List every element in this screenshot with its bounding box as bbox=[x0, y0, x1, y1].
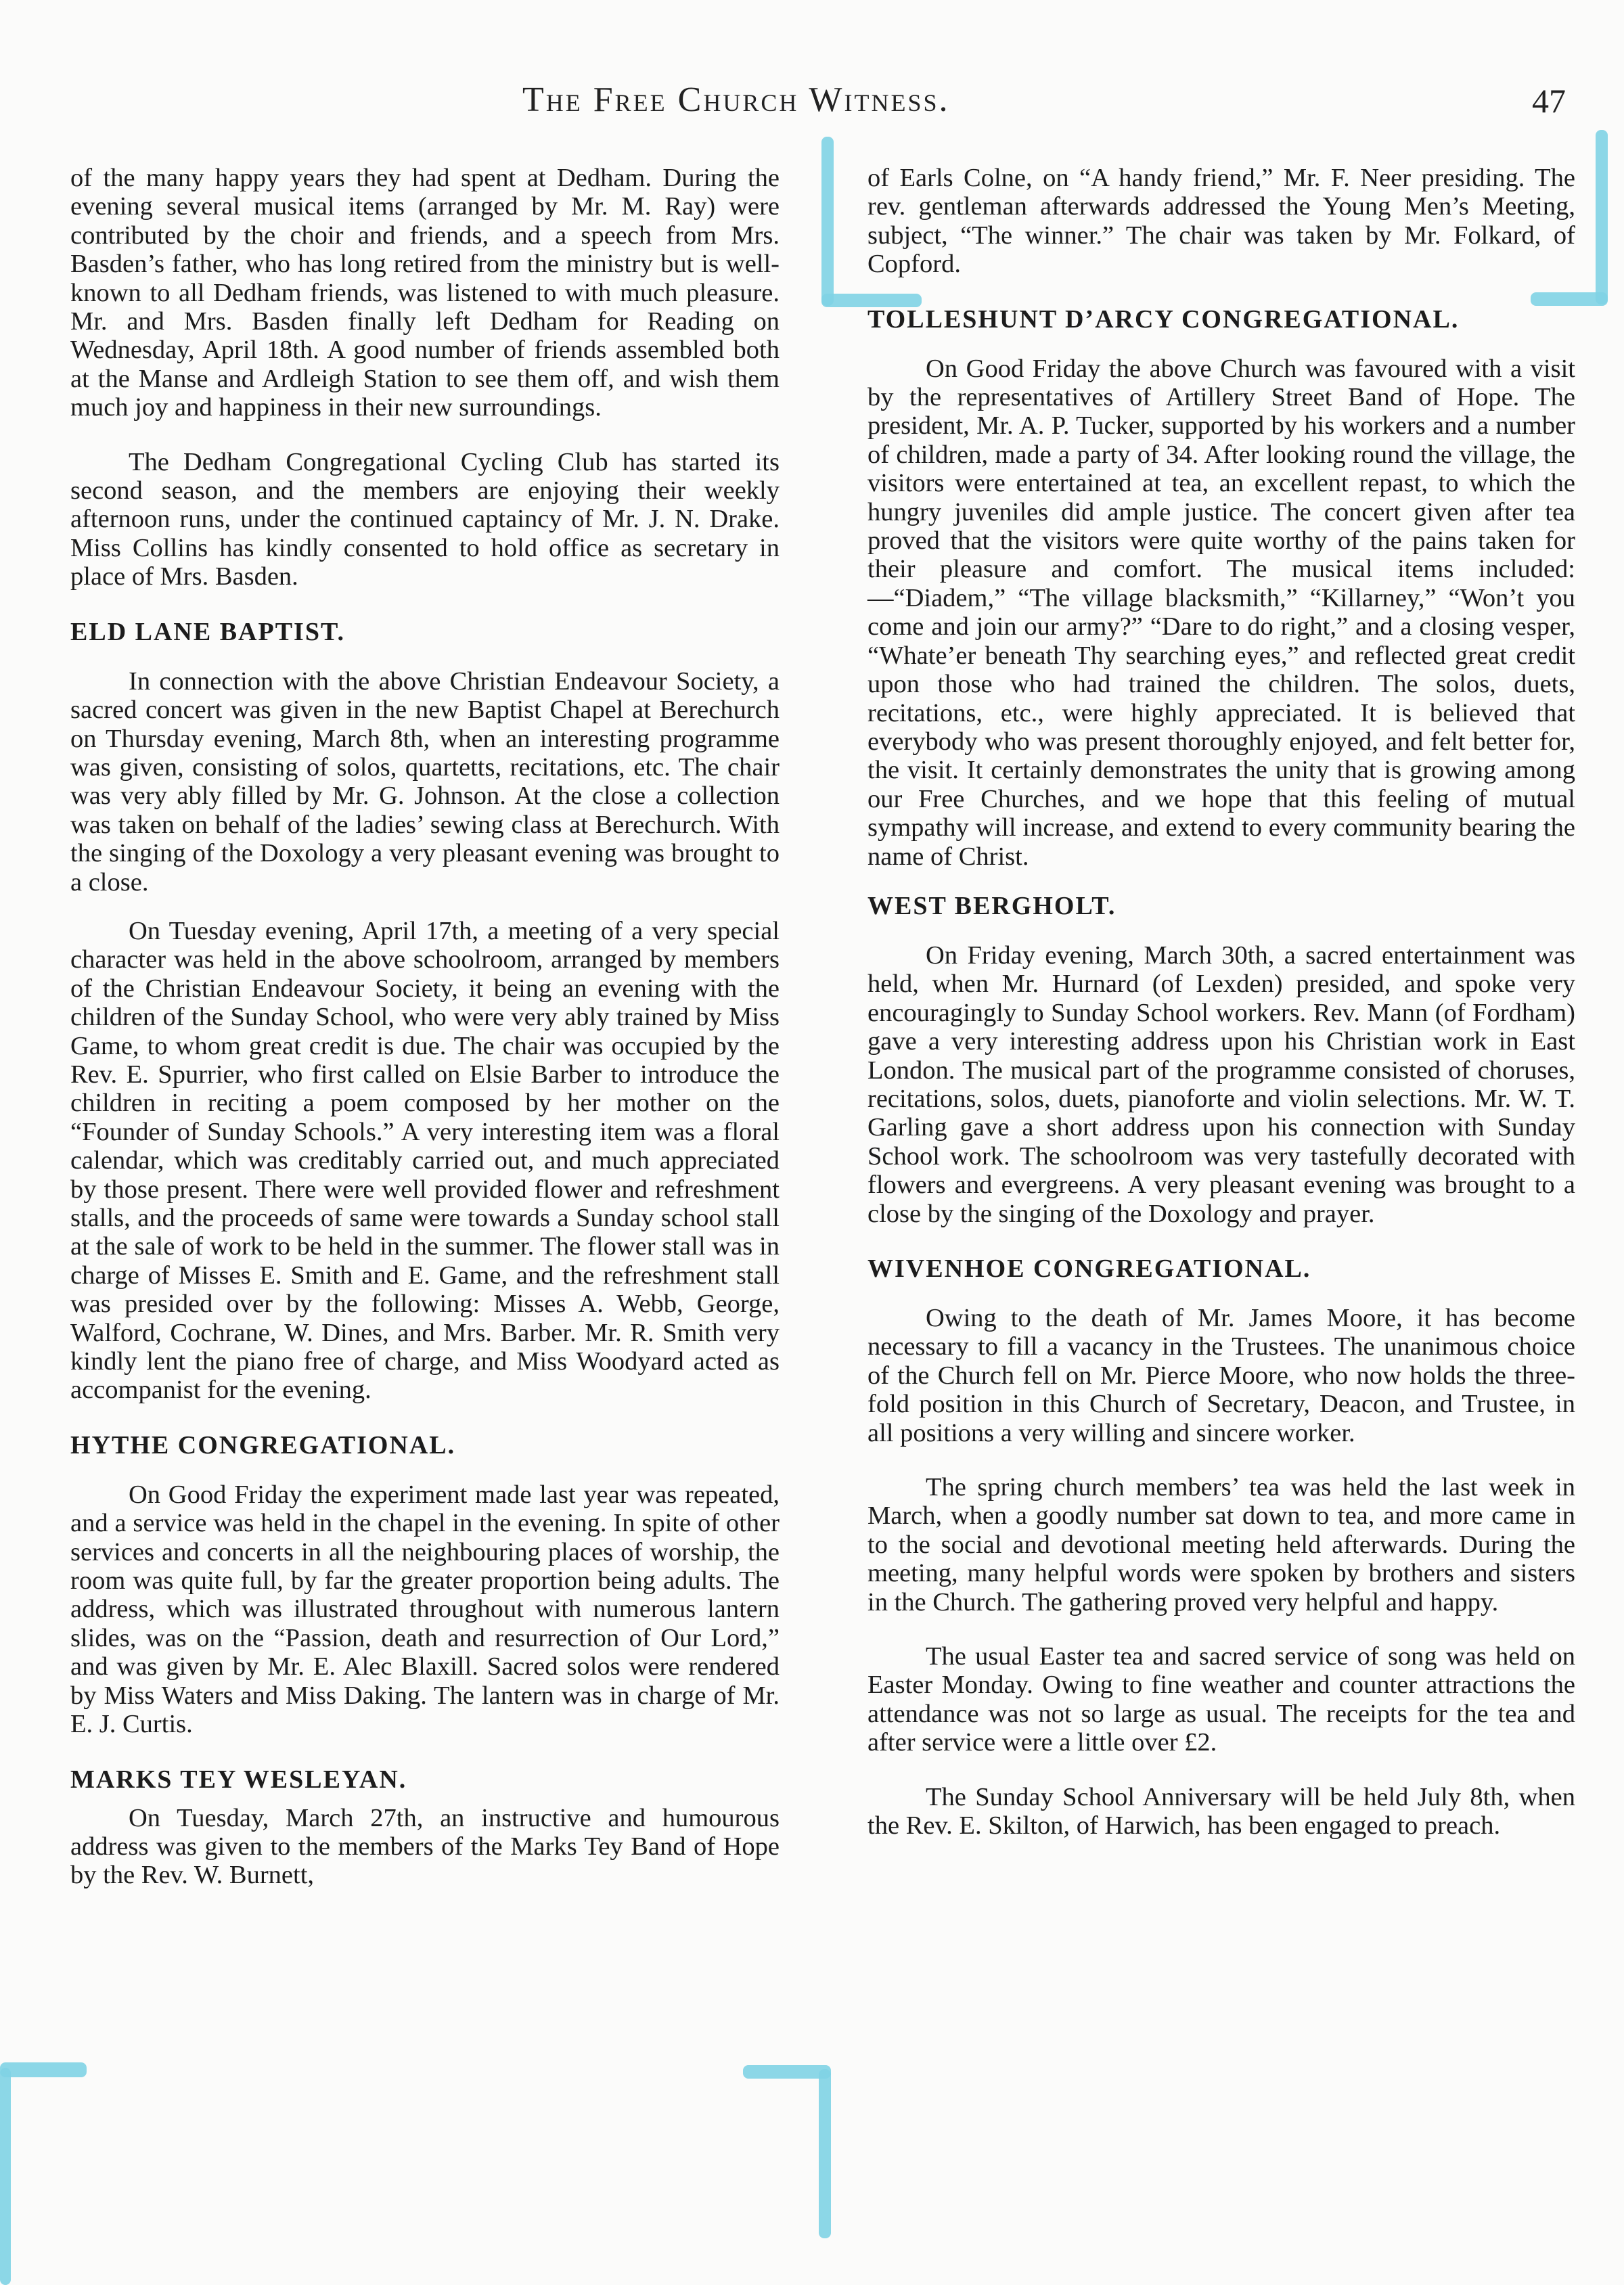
section-heading-hythe-congregational: HYTHE CONGREGATIONAL. bbox=[70, 1430, 456, 1460]
highlight-bracket-top-left-vertical bbox=[821, 137, 834, 306]
section-heading-west-bergholt: WEST BERGHOLT. bbox=[867, 891, 1116, 920]
paragraph-hythe: On Good Friday the experiment made last year was repeated, and a service was held in the chapel in the evening. In spite of other services and concerts in all the neighbouring places of worship, the room was quite full, by far the greater proportion being adults. The address, which was illustrated throughout with numerous lantern slides, was on the “Passion, death and resurrection of Our Lord,” and was given by Mr. E. Alec Blaxill. Sacred solos were rendered by Miss Waters and Miss Daking. The lantern was in charge of Mr. E. J. Curtis. bbox=[70, 1480, 780, 1739]
page-number: 47 bbox=[1532, 82, 1566, 120]
section-heading-eld-lane-baptist: ELD LANE BAPTIST. bbox=[70, 617, 346, 646]
highlight-bracket-bottom-left-horizontal bbox=[0, 2062, 87, 2077]
highlight-bracket-bottom-right-horizontal bbox=[743, 2065, 831, 2079]
paragraph-wivenhoe-anniversary: The Sunday School Anniversary will be held July 8th, when the Rev. E. Skilton, of Harwich, has been engaged to preach. bbox=[867, 1782, 1575, 1840]
paragraph-wivenhoe-easter-tea: The usual Easter tea and sacred service of song was held on Easter Monday. Owing to fine weather and counter attractions the attendance was not so large as usual. The receipts for the tea and after service were a little over £2. bbox=[867, 1642, 1575, 1757]
paragraph-tolleshunt: On Good Friday the above Church was favoured with a visit by the representatives of Artillery Street Band of Hope. The president, Mr. A. P. Tucker, supported by his workers and a number of children, made a party of 34. After looking round the village, the visitors were entertained at tea, an excellent repast, to which the hungry juveniles did ample justice. The concert given after tea proved that the visitors were quite worthy of the pains taken for their pleasure and comfort. The musical items included:—“Diadem,” “The village blacksmith,” “Killarney,” “Won’t you come and join our army?” “Dare to do right,” and a closing vesper, “Whate’er beneath Thy searching eyes,” and reflected great credit upon those who had trained the children. The solos, duets, recitations, etc., were highly appreciated. It is believed that everybody who was present thoroughly enjoyed, and felt better for, the visit. It certainly demonstrates the unity that is growing among our Free Churches, and we hope that this feeling of mutual sympathy will increase, and extend to every community bearing the name of Christ. bbox=[867, 354, 1575, 871]
running-title: The Free Church Witness. bbox=[522, 81, 950, 119]
paragraph-wivenhoe-spring-tea: The spring church members’ tea was held the last week in March, when a goodly number sat down to tea, and more came in to the social and devotional meeting held afterwards. During the meeting, many helpful words were spoken by brothers and sisters in the Church. The gathering proved very helpful and happy. bbox=[867, 1473, 1575, 1616]
paragraph-marks-tey-continued: of Earls Colne, on “A handy friend,” Mr. F. Neer presiding. The rev. gentleman afterwards addressed the Young Men’s Meeting, subject, “The winner.” The chair was taken by Mr. Folkard, of Copford. bbox=[867, 164, 1575, 279]
left-column bbox=[70, 164, 780, 1890]
page-header bbox=[0, 80, 1624, 127]
paragraph-cycling-club: The Dedham Congregational Cycling Club has started its second season, and the members are enjoying their weekly afternoon runs, under the continued captaincy of Mr. J. N. Drake. Miss Collins has kindly consented to hold office as secretary in place of Mrs. Basden. bbox=[70, 447, 780, 591]
paragraph-wivenhoe-trustees: Owing to the death of Mr. James Moore, it has become necessary to fill a vacancy in the Trustees. The unanimous choice of the Church fell on Mr. Pierce Moore, who now holds the three-fold position in this Church of Secretary, Deacon, and Trustee, in all positions a very willing and sincere worker. bbox=[867, 1304, 1575, 1447]
paragraph-eld-lane-sunday-school: On Tuesday evening, April 17th, a meeting of a very special character was held in the above schoolroom, arranged by members of the Christian Endeavour Society, it being an evening with the children of the Sunday School, who were very ably trained by Miss Game, to whom great credit is due. The chair was occupied by the Rev. E. Spurrier, who first called on Elsie Barber to introduce the children in reciting a poem composed by her mother on the “Founder of Sunday Schools.” A very interesting item was a floral calendar, which was creditably carried out, and much appreciated by those present. There were well provided flower and refreshment stalls, and the proceeds of same were towards a Sunday school stall at the sale of work to be held in the summer. The flower stall was in charge of Misses E. Smith and E. Game, and the refreshment stall was presided over by the following: Misses A. Webb, George, Walford, Cochrane, W. Dines, and Mrs. Barber. Mr. R. Smith very kindly lent the piano free of charge, and Miss Woodyard acted as accompanist for the evening. bbox=[70, 916, 780, 1405]
paragraph-eld-lane-concert: In connection with the above Christian Endeavour Society, a sacred concert was given in the new Baptist Chapel at Berechurch on Thursday evening, March 8th, when an interesting programme was given, consisting of solos, quartetts, recitations, etc. The chair was very ably filled by Mr. G. Johnson. At the close a collection was taken on behalf of the ladies’ sewing class at Berechurch. With the singing of the Doxology a very pleasant evening was brought to a close. bbox=[70, 666, 780, 897]
paragraph-dedham-continued: of the many happy years they had spent at Dedham. During the evening several musical items (arranged by Mr. M. Ray) were contributed by the choir and friends, and a speech from Mrs. Basden’s father, who has long retired from the ministry but is well-known to all Dedham friends, was listened to with much pleasure. Mr. and Mrs. Basden finally left Dedham for Reading on Wednesday, April 18th. A good number of friends assembled both at the Manse and Ardleigh Station to see them off, and wish them much joy and happiness in their new surroundings. bbox=[70, 164, 780, 422]
highlight-bracket-bottom-left-vertical bbox=[0, 2068, 11, 2285]
section-heading-wivenhoe-congregational: WIVENHOE CONGREGATIONAL. bbox=[867, 1254, 1311, 1283]
highlight-bracket-bottom-right-vertical bbox=[819, 2069, 831, 2238]
section-heading-tolleshunt-darcy: TOLLESHUNT D’ARCY CONGREGATIONAL. bbox=[867, 304, 1460, 334]
section-heading-marks-tey-wesleyan: MARKS TEY WESLEYAN. bbox=[70, 1765, 407, 1794]
highlight-bracket-top-right-vertical bbox=[1596, 130, 1608, 304]
right-column bbox=[867, 164, 1575, 1840]
paragraph-marks-tey: On Tuesday, March 27th, an instructive and humourous address was given to the members of the Marks Tey Band of Hope by the Rev. W. Burnett, bbox=[70, 1803, 780, 1890]
paragraph-west-bergholt: On Friday evening, March 30th, a sacred entertainment was held, when Mr. Hurnard (of Lexden) presided, and spoke very encouragingly to Sunday School workers. Rev. Mann (of Fordham) gave a very interesting address upon his Christian work in East London. The musical part of the programme consisted of choruses, recitations, solos, duets, pianoforte and violin selections. Mr. W. T. Garling gave a short address upon his connection with Sunday School work. The schoolroom was very tastefully decorated with flowers and evergreens. A very pleasant evening was brought to a close by the singing of the Doxology and prayer. bbox=[867, 941, 1575, 1228]
